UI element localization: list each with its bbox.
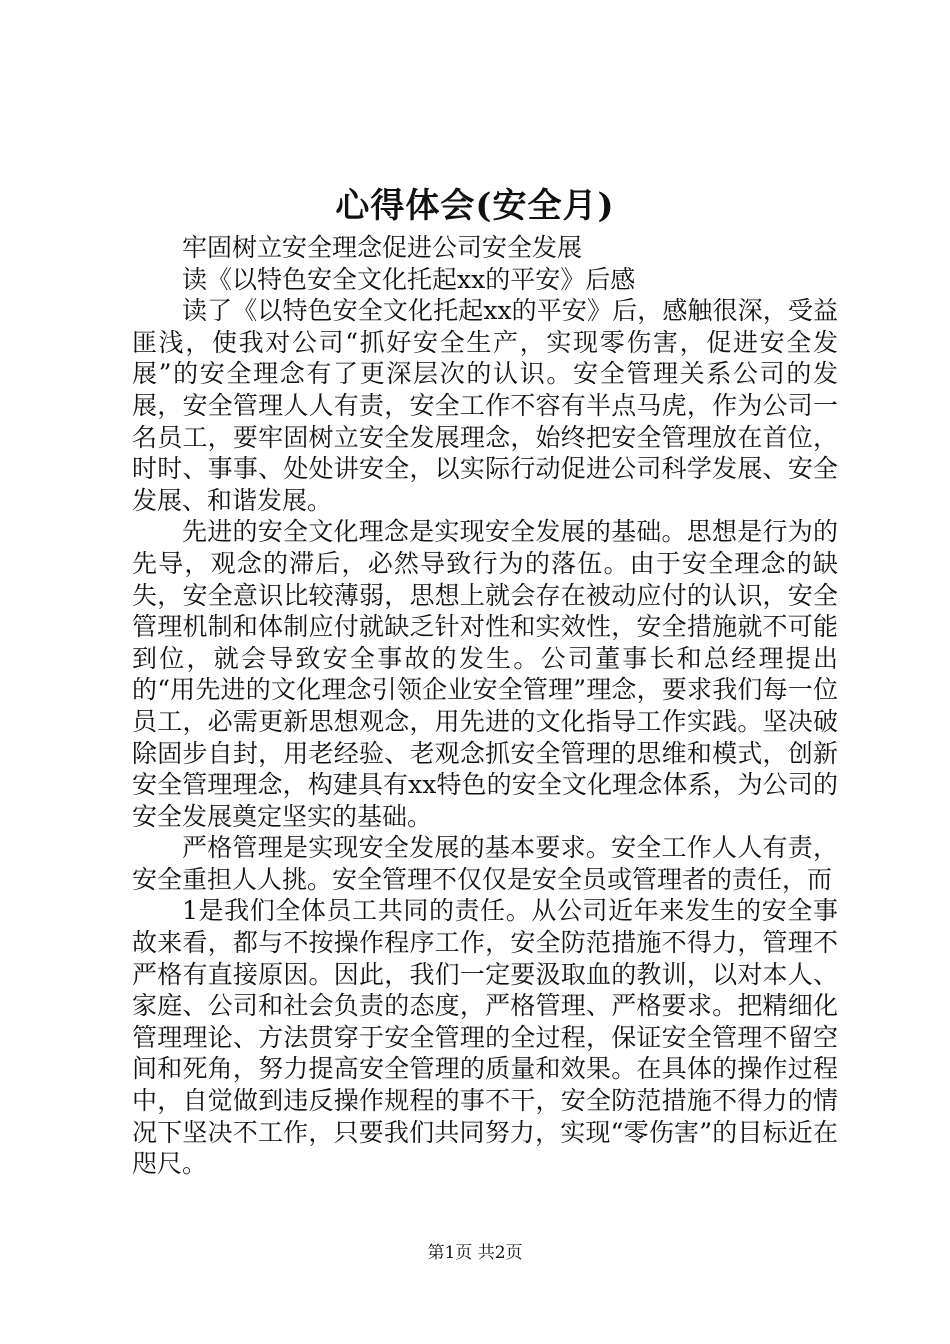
page-footer: 第1页 共2页 <box>427 1243 523 1263</box>
page-title: 心得体会(安全月) <box>335 186 615 226</box>
paragraph: 读了《以特色安全文化托起xx的平安》后，感触很深，受益匪浅，使我对公司“抓好安全生产，实现零伤害，促进安全发展”的安全理念有了更深层次的认识。安全管理关系公司的发展，安全管理人人有责，安全工作不容有半点马虎，作为公司一名员工，要牢固树立安全发展理念，始终把安全管理放在首位，时时、事事、处处讲安全，以实际行动促进公司科学发展、安全发展、和谐发展。 <box>132 296 838 515</box>
paragraph-subheading: 读《以特色安全文化托起xx的平安》后感 <box>182 264 636 294</box>
paragraph: 严格管理是实现安全发展的基本要求。安全工作人人有责，安全重担人人挑。安全管理不仅仅是安全员或管理者的责任，而 <box>132 833 838 894</box>
paragraph-heading: 牢固树立安全理念促进公司安全发展 <box>182 233 583 262</box>
paragraph: 先进的安全文化理念是实现安全发展的基础。思想是行为的先导，观念的滞后，必然导致行为的落伍。由于安全理念的缺失，安全意识比较薄弱，思想上就会存在被动应付的认识，安全管理机制和体制应付就缺乏针对性和实效性，安全措施就不可能到位，就会导致安全事故的发生。公司董事长和总经理提出的“用先进的文化理念引领企业安全管理”理念，要求我们每一位员工，必需更新思想观念，用先进的文化指导工作实践。坚决破除固步自封，用老经验、老观念抓安全管理的思维和模式，创新安全管理理念，构建具有xx特色的安全文化理念体系，为公司的安全发展奠定坚实的基础。 <box>132 517 838 831</box>
paragraph: 1是我们全体员工共同的责任。从公司近年来发生的安全事故来看，都与不按操作程序工作，安全防范措施不得力，管理不严格有直接原因。因此，我们一定要汲取血的教训，以对本人、家庭、公司和社会负责的态度，严格管理、严格要求。把精细化管理理论、方法贯穿于安全管理的全过程，保证安全管理不留空间和死角，努力提高安全管理的质量和效果。在具体的操作过程中，自觉做到违反操作规程的事不干，安全防范措施不得力的情况下坚决不工作，只要我们共同努力，实现“零伤害”的目标近在咫尺。 <box>132 896 838 1179</box>
document-body <box>132 232 838 1180</box>
